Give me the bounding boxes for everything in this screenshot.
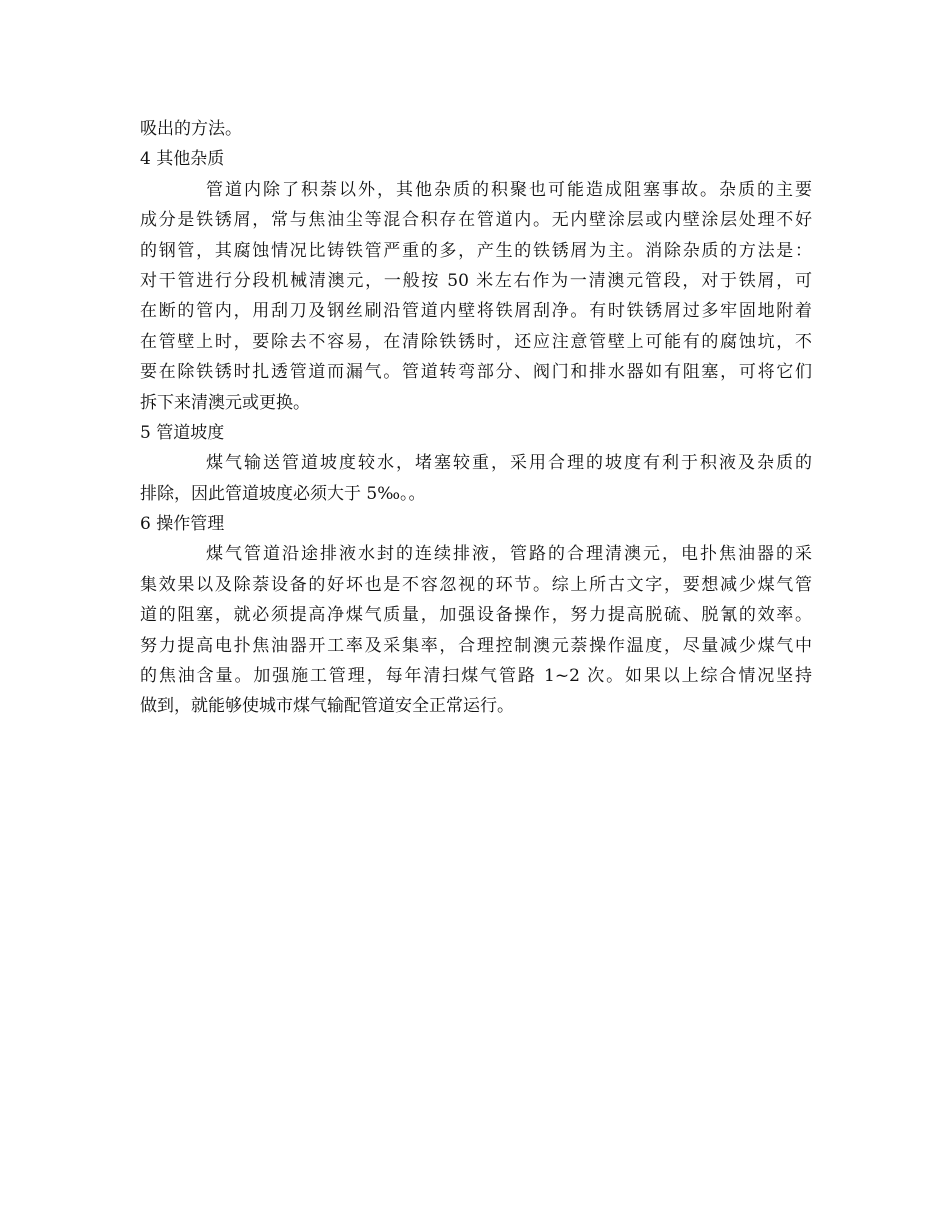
paragraph-line: 拆下来清澳元或更换。 — [140, 392, 310, 413]
section-heading-6: 6 操作管理 — [140, 514, 225, 535]
paragraph-line: 集效果以及除萘设备的好坏也是不容忽视的环节。综上所古文字，要想减少煤气管 — [140, 574, 812, 595]
paragraph-line: 做到，就能够使城市煤气输配管道安全正常运行。 — [140, 696, 514, 717]
paragraph-line: 的焦油含量。加强施工管理，每年清扫煤气管路 1~2 次。如果以上综合情况坚持 — [140, 666, 812, 687]
paragraph-line: 的钢管，其腐蚀情况比铸铁管严重的多，产生的铁锈屑为主。消除杂质的方法是： — [140, 240, 812, 261]
paragraph-line: 对干管进行分段机械清澳元，一般按 50 米左右作为一清澳元管段，对于铁屑，可 — [140, 270, 812, 291]
paragraph-line: 管道内除了积萘以外，其他杂质的积聚也可能造成阻塞事故。杂质的主要 — [206, 179, 812, 200]
paragraph-line: 成分是铁锈屑，常与焦油尘等混合积存在管道内。无内壁涂层或内壁涂层处理不好 — [140, 210, 812, 231]
section-heading-5: 5 管道坡度 — [140, 422, 225, 443]
document-body — [140, 114, 812, 722]
paragraph-line: 煤气输送管道坡度较水，堵塞较重，采用合理的坡度有利于积液及杂质的 — [206, 453, 812, 474]
paragraph-line: 煤气管道沿途排液水封的连续排液，管路的合理清澳元，电扑焦油器的采 — [206, 544, 812, 565]
paragraph-line: 在断的管内，用刮刀及钢丝刷沿管道内壁将铁屑刮净。有时铁锈屑过多牢固地附着 — [140, 301, 812, 322]
text-line-1: 吸出的方法。 — [140, 119, 242, 139]
paragraph-line: 在管壁上时，要除去不容易，在清除铁锈时，还应注意管壁上可能有的腐蚀坑，不 — [140, 331, 812, 352]
paragraph-line: 道的阻塞，就必须提高净煤气质量，加强设备操作，努力提高脱硫、脱氰的效率。 — [140, 605, 812, 626]
paragraph-line: 要在除铁锈时扎透管道而漏气。管道转弯部分、阀门和排水器如有阻塞，可将它们 — [140, 362, 812, 383]
section-heading-4: 4 其他杂质 — [140, 149, 225, 170]
paragraph-line: 排除，因此管道坡度必须大于 5‰。。 — [140, 483, 426, 504]
paragraph-line: 努力提高电扑焦油器开工率及采集率，合理控制澳元萘操作温度，尽量减少煤气中 — [140, 635, 812, 656]
